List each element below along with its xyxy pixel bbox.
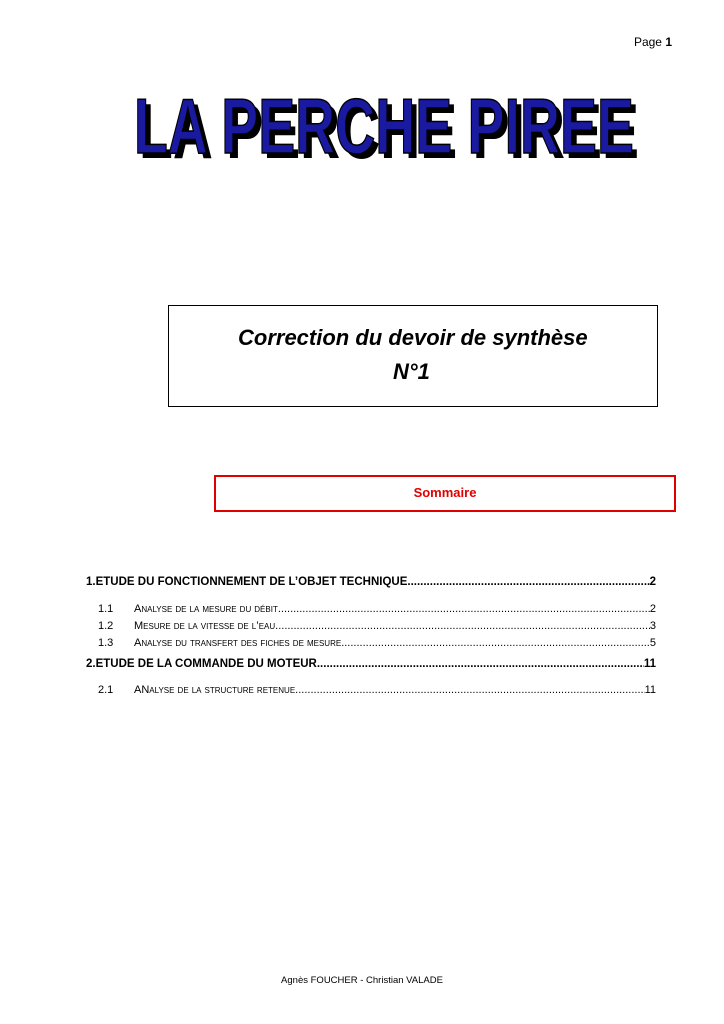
toc-item-1-3[interactable]	[86, 635, 656, 652]
toc-leader-dots	[407, 573, 649, 592]
toc-leader-dots	[317, 655, 644, 674]
toc-item-page: 3	[649, 620, 656, 632]
document-title-line2: N°1	[393, 359, 430, 384]
toc-item-number: 1.2	[98, 620, 114, 632]
toc-leader-dots	[295, 682, 644, 699]
page-number-value: 1	[665, 35, 672, 49]
toc-item-page: 5	[649, 637, 656, 649]
toc-section-label: ETUDE DU FONCTIONNEMENT DE L’OBJET TECHNIQUE	[95, 576, 408, 588]
footer-authors: Agnès FOUCHER - Christian VALADE	[281, 975, 443, 986]
toc-item-1-1[interactable]	[86, 601, 656, 618]
summary-label: Sommaire	[413, 484, 477, 500]
table-of-contents	[86, 573, 656, 699]
toc-section-number: 1.	[86, 576, 96, 588]
document-title-box	[168, 305, 658, 407]
summary-box	[214, 475, 676, 512]
toc-item-label: Analyse de la mesure du débit	[134, 603, 278, 615]
toc-section-number: 2.	[86, 658, 96, 670]
toc-item-page: 11	[644, 684, 656, 696]
toc-leader-dots	[341, 635, 650, 652]
toc-leader-dots	[275, 618, 650, 635]
toc-section-page: 11	[643, 658, 656, 670]
toc-item-label: Analyse du transfert des fiches de mesure	[134, 637, 342, 649]
title-wordart	[124, 78, 644, 168]
page-number	[634, 35, 672, 49]
document-title-line1: Correction du devoir de synthèse	[238, 325, 588, 350]
title-wordart-text: LA PERCHE PIREE	[134, 82, 634, 168]
toc-item-number: 2.1	[98, 684, 114, 696]
toc-item-page: 2	[649, 603, 656, 615]
toc-item-label: ANalyse de la structure retenue	[134, 684, 296, 696]
toc-section-2[interactable]	[86, 655, 656, 674]
title-wordart-shadow: LA PERCHE PIREE	[139, 87, 639, 168]
toc-section-1[interactable]	[86, 573, 656, 592]
toc-item-label: Mesure de la vitesse de l’eau	[134, 620, 276, 632]
toc-section-label: ETUDE DE LA COMMANDE DU MOTEUR	[95, 658, 317, 670]
toc-section-page: 2	[649, 576, 656, 588]
page-prefix: Page	[633, 35, 662, 49]
toc-leader-dots	[278, 601, 650, 618]
toc-item-number: 1.3	[98, 637, 114, 649]
toc-item-number: 1.1	[98, 603, 114, 615]
toc-item-1-2[interactable]	[86, 618, 656, 635]
toc-item-2-1[interactable]	[86, 682, 656, 699]
